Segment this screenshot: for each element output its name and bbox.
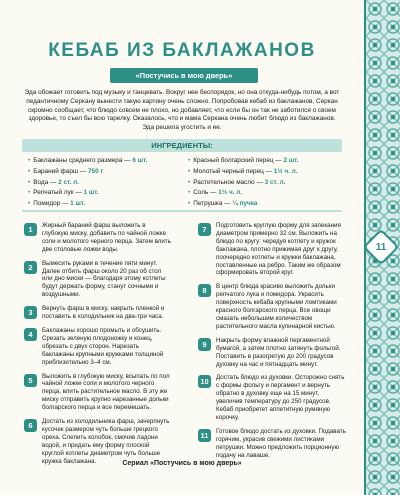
step-text: Выложить в глубокую миску, всыпать по пол чайной ложке соли и молотого черного перца, влить растительное масло. В эту же миску отправить крупно нарезанные дольки болгарского перца и все перемешать. [42,372,170,412]
step-text: Достать из холодильника фарш, зачерпнуть кусочек размером чуть больше грецкого ореха. Слепить колобок, смочив ладони водой, и придать ему форму плоской круглой котлеты диаметром чуть больше кружка баклажана. [42,418,170,465]
bullet-icon: • [28,157,31,164]
step-number: 8 [198,284,211,297]
step-number: 5 [24,374,37,387]
step-item [24,305,172,321]
recipe-title: КЕБАБ ИЗ БАКЛАЖАНОВ [48,40,316,61]
step-item [198,374,346,421]
ingredient-item: • Бараний фарш — 750 г [28,167,104,175]
ingredient-item: • Помидор — 1 шт. [28,200,86,208]
step-number: 10 [198,375,211,388]
step-text: Жирный бараний фарш выложить в глубокую миску, добавить по чайной ложке соли и молотого черного перца. Затем влить две столовые ложки воды. [42,222,171,253]
page-number: 11 [375,241,387,253]
step-item [198,337,346,369]
step-item [24,418,172,465]
step-text: Достать блюдо из духовки. Осторожно снять с формы фольгу и пергамент и вернуть обратно в духовку еще на 15 минут, увеличив температуру до 250 градусов. Кебаб приобретет аппетитную румяную корочку. [216,374,345,421]
step-item [198,222,346,277]
step-number: 2 [24,261,37,274]
bullet-icon: • [28,189,31,197]
bullet-icon: • [188,189,191,197]
ingredient-item: • Баклажаны среднего размера — 6 шт. [28,157,148,164]
steps-right-column [198,212,346,459]
intro-paragraph: Эда обожает готовить под музыку и танцевать. Вокруг нее беспорядок, но она откуда-нибудь потом, а вот педантичному Серкану вынести такую картину очень сложно. Попробовав кебаб из баклажанов, Серкан скромно сообщает, что блюдо совсем не плохо, но добавляет, что если бы он так не заботился о своем здоровье, то съел бы всю тарелку. Оказалось, что и мама Серкана очень любит блюдо из баклажанов. Эда решила угостить и ее. [24,89,340,132]
steps-left-column [24,212,172,465]
bullet-icon: • [28,167,31,175]
ingredient-item: • Соль — 1½ ч. л. [188,189,243,197]
step-number: 6 [24,419,37,432]
step-text: Баклажаны хорошо промыть и обсушить. Срезать зеленую плодоножку и конец, обрезать с двух сторон. Нарезать баклажаны крупными кружками толщиной приблизительно 3–4 см. [42,326,164,366]
ingredient-item: • Красный болгарский перец — 2 шт. [188,157,299,164]
ingredient-item: • Растительное масло — 3 ст. л. [188,178,286,186]
ingredients-left-column [28,156,178,210]
ingredient-item: • Молотый черный перец — 1½ ч. л. [188,167,298,175]
series-subtitle: «Постучись в мою дверь» [110,68,258,83]
step-number: 9 [198,338,211,351]
step-text: В центр блюда красиво выложить дольки репчатого лука и помидора. Украсить поверхность кебаба крупными ломтиками красного болгарского перца. Все овощи смазать небольшим количеством растительного масла кулинарной кистью. [216,283,337,330]
step-number: 4 [24,328,37,341]
ingredient-item: • Петрушка — ¼ пучка [188,200,258,208]
ingredient-item: • Репчатый лук — 1 шт. [28,189,99,197]
ingredients-right-column [188,156,338,210]
bullet-icon: • [188,157,191,164]
bullet-icon: • [28,178,31,186]
page-footer: Сериал «Постучись в мою дверь» [122,460,242,467]
bullet-icon: • [28,200,31,208]
step-text: Вымесить руками в течение пяти минут. Далее отбить фарш около 20 раз об стол или дно миски — благодаря этому котлеты будут держать форму, станут сочными и воздушными. [42,259,166,299]
step-item [24,222,172,254]
step-item [24,373,172,413]
step-text: Готовое блюдо достать из духовки. Подавать горячим, украсив свежими листиками петрушки. Можно предложить порционную подачу на лаваше. [216,427,346,459]
step-item [198,283,346,330]
step-number: 7 [198,223,211,236]
bullet-icon: • [188,178,191,186]
ingredients-heading: ИНГРЕДИЕНТЫ: [22,139,342,152]
step-text: Подготовить круглую форму для запекания диаметром примерно 32 см. Выложить на блюдо по кругу: чередуя котлету и кружок баклажана, плотно прижимая друг к другу, поочередно котлеты и кружки баклажана, поставленные на ребро. Таким же образом сформировать второй круг. [216,222,341,277]
step-number: 3 [24,306,37,319]
step-number: 1 [24,223,37,236]
bullet-icon: • [188,200,191,208]
step-text: Вернуть фарш в миску, накрыть пленкой и поставить в холодильник на два-три часа. [42,305,165,321]
step-number: 11 [198,429,211,442]
step-item [24,260,172,300]
bullet-icon: • [188,167,191,175]
step-item [24,327,172,367]
step-text: Накрыть форму влажной пергаментной бумагой, а затем плотно затянуть фольгой. Поставить в разогретую до 200 градусов духовку на час и пятнадцать минут. [216,336,341,368]
step-item [198,428,346,460]
ingredient-item: • Вода — 2 ст. л. [28,178,79,186]
